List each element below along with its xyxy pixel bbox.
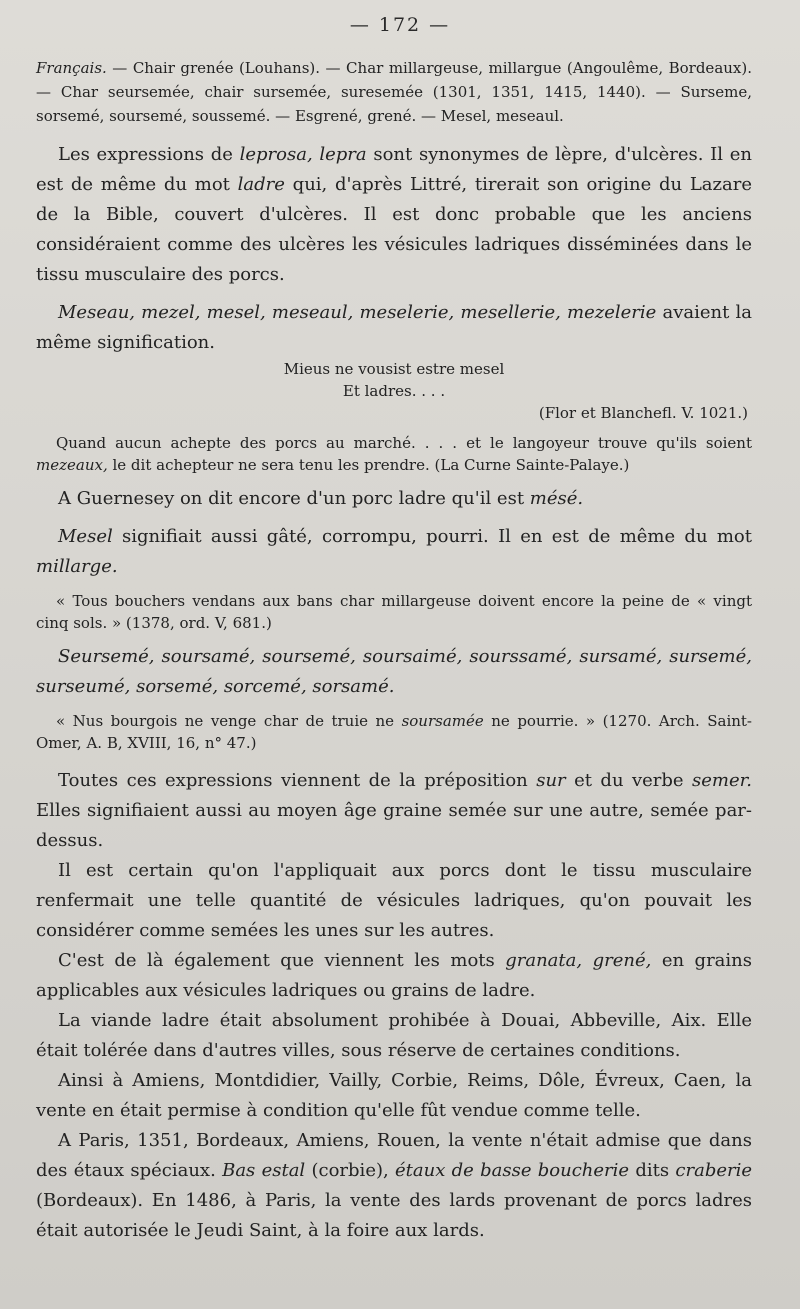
verse-quote bbox=[36, 358, 752, 402]
italic-term: semer. bbox=[692, 770, 752, 791]
text-run: — Chair grenée (Louhans). — Char millargeuse, millargue (Angoulême, Bordeaux). — Char seursemée, chair sursemée, suresemée (1301, 1351, 1415, 1440). — Surseme, sorsemé, soursemé, soussemé. — Esgrené, grené. — Mesel, meseaul. bbox=[36, 59, 752, 125]
verse-line: Et ladres. . . . bbox=[342, 382, 446, 400]
text-run: Les expressions de bbox=[58, 144, 240, 165]
text-run: Toutes ces expressions viennent de la préposition bbox=[58, 770, 537, 791]
paragraph-leprosa bbox=[36, 140, 752, 290]
text-run: « Nus bourgois ne venge char de truie ne bbox=[56, 712, 402, 730]
text-run: Ainsi à Amiens, Montdidier, Vailly, Corbie, Reims, Dôle, Évreux, Caen, la vente en était permise à condition qu'elle fût vendue comme telle. bbox=[36, 1070, 752, 1121]
italic-term: Meseau, mezel, mesel, meseaul, meselerie, mesellerie, mezelerie bbox=[58, 302, 657, 323]
text-run: et du verbe bbox=[565, 770, 693, 791]
italic-term: soursamée bbox=[401, 712, 484, 730]
italic-term: mezeaux, bbox=[36, 456, 108, 474]
paragraph-prohibee bbox=[36, 1006, 752, 1066]
text-run: Il est certain qu'on l'appliquait aux porcs dont le tissu musculaire renfermait une telle quantité de vésicules ladriques, qu'on pouvait les considérer comme semées les unes sur les autres. bbox=[36, 860, 752, 941]
text-run: en grains applicables aux vésicules ladriques ou grains de ladre. bbox=[36, 950, 752, 1001]
paragraph-meseau bbox=[36, 298, 752, 358]
paragraph-expressions bbox=[36, 766, 752, 856]
text-run: A Paris, 1351, Bordeaux, Amiens, Rouen, la vente n'était admise que dans des étaux spéciaux. bbox=[36, 1130, 752, 1181]
italic-term: Français. bbox=[36, 59, 107, 77]
paragraph-paris bbox=[36, 1126, 752, 1246]
italic-term: ladre bbox=[237, 174, 285, 195]
paragraph-bouchers bbox=[36, 590, 752, 634]
page-content bbox=[36, 56, 752, 1246]
italic-term: craberie bbox=[675, 1160, 753, 1181]
italic-term: Bas estal bbox=[222, 1160, 306, 1181]
page-number: — 172 — bbox=[349, 14, 451, 36]
text-run: avaient la même signification. bbox=[36, 302, 752, 353]
paragraph-bourgois bbox=[36, 710, 752, 754]
paragraph-amiens bbox=[36, 1066, 752, 1126]
text-run: A Guernesey on dit encore d'un porc ladre qu'il est bbox=[58, 488, 530, 509]
text-run: sont synonymes de lèpre, d'ulcères. Il en est de même du mot bbox=[36, 144, 752, 195]
italic-term: Seursemé, soursamé, soursemé, soursaimé, sourssamé, sursamé, sursemé, surseumé, sorsemé, sorcemé, sorsamé. bbox=[36, 646, 752, 697]
paragraph-certain bbox=[36, 856, 752, 946]
text-run: « Tous bouchers vendans aux bans char millargeuse doivent encore la peine de « vingt cinq sols. » (1378, ord. V, 681.) bbox=[36, 592, 752, 632]
text-run: Elles signifiaient aussi au moyen âge graine semée sur une autre, semée par-dessus. bbox=[36, 800, 752, 851]
italic-term: millarge. bbox=[36, 556, 118, 577]
text-run: (Bordeaux). En 1486, à Paris, la vente des lards provenant de porcs ladres était autorisée le Jeudi Saint, à la foire aux lards. bbox=[36, 1190, 752, 1241]
paragraph-francais bbox=[36, 56, 752, 128]
paragraph-achepte bbox=[36, 432, 752, 476]
text-run: La viande ladre était absolument prohibée à Douai, Abbeville, Aix. Elle était tolérée dans d'autres villes, sous réserve de certaines conditions. bbox=[36, 1010, 752, 1061]
italic-term: granata, grené, bbox=[505, 950, 652, 971]
paragraph-mesel bbox=[36, 522, 752, 582]
verse-citation: (Flor et Blanchefl. V. 1021.) bbox=[538, 404, 748, 422]
text-run: qui, d'après Littré, tirerait son origine du Lazare de la Bible, couvert d'ulcères. Il est donc probable que les anciens considéraient comme des ulcères les vésicules ladriques disséminées dans le tissu musculaire des porcs. bbox=[36, 174, 752, 285]
text-run: le dit achepteur ne sera tenu les prendre. (La Curne Sainte-Palaye.) bbox=[107, 456, 630, 474]
italic-term: Mesel bbox=[58, 526, 113, 547]
text-run: dits bbox=[629, 1160, 676, 1181]
text-run: C'est de là également que viennent les mots bbox=[58, 950, 506, 971]
text-run: Quand aucun achepte des porcs au marché. . . . et le langoyeur trouve qu'ils soient bbox=[56, 434, 752, 452]
italic-term: mésé. bbox=[529, 488, 584, 509]
verse-line: Mieus ne vousist estre mesel bbox=[283, 360, 505, 378]
italic-term: sur bbox=[536, 770, 566, 791]
paragraph-seurseme bbox=[36, 642, 752, 702]
italic-term: leprosa, lepra bbox=[239, 144, 367, 165]
text-run: (corbie), bbox=[305, 1160, 395, 1181]
paragraph-guernesey bbox=[36, 484, 752, 514]
text-run: ne pourrie. » (1270. Arch. Saint-Omer, A. B, XVIII, 16, n° 47.) bbox=[36, 712, 752, 752]
italic-term: étaux de basse boucherie bbox=[395, 1160, 630, 1181]
paragraph-granata bbox=[36, 946, 752, 1006]
text-run: signifiait aussi gâté, corrompu, pourri. Il en est de même du mot bbox=[112, 526, 752, 547]
